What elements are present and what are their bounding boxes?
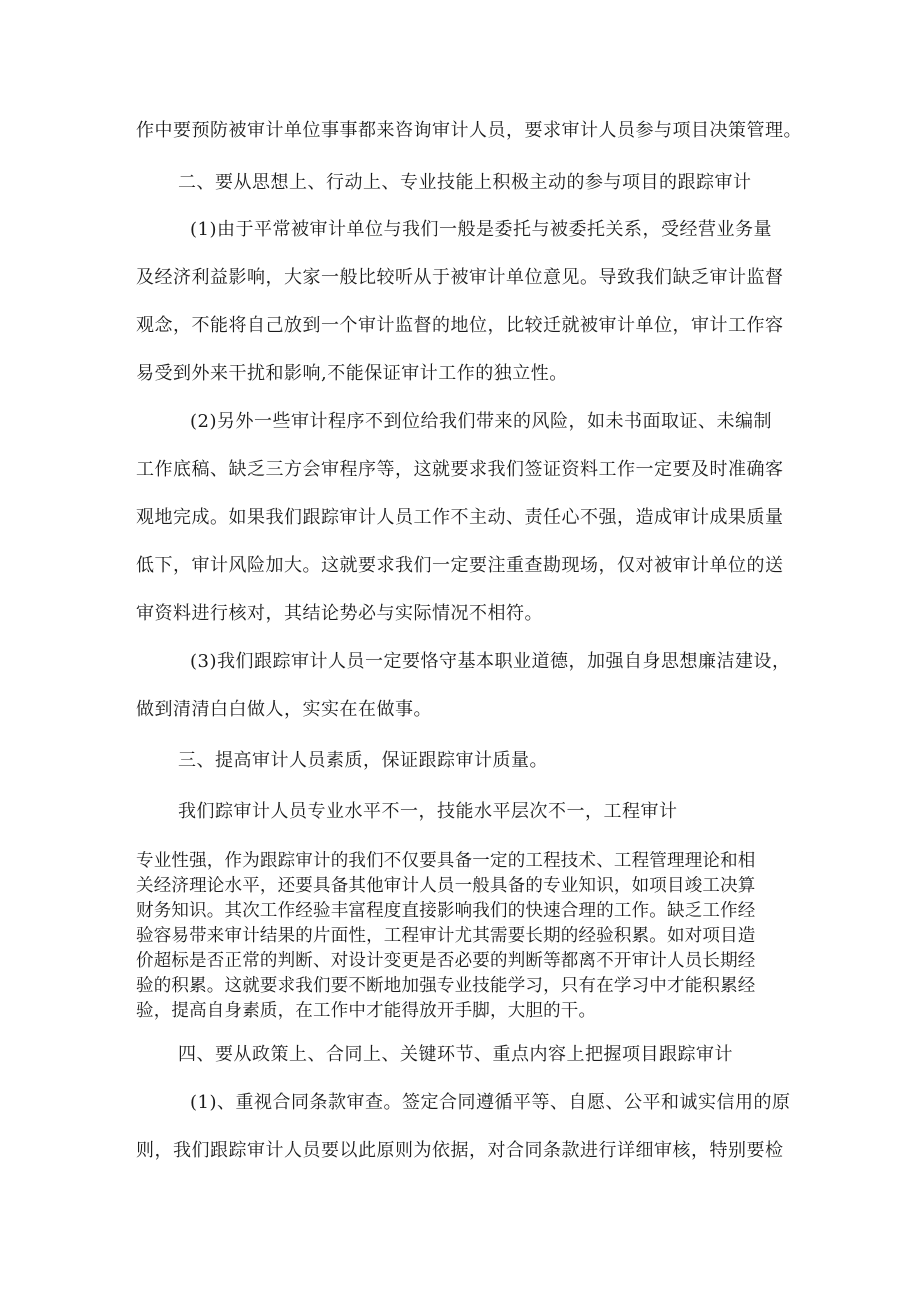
text-line: 作中要预防被审计单位事事都来咨询审计人员，要求审计人员参与项目决策管理。 <box>136 120 802 141</box>
text-line: 验的积累。这就要求我们要不断地加强专业技能学习，只有在学习中才能积累经 <box>136 976 756 996</box>
text-line: (3)我们跟踪审计人员一定要恪守基本职业道德，加强自身思想廉洁建设， <box>190 651 791 672</box>
text-line: 做到清清白白做人，实实在在做事。 <box>136 699 432 720</box>
text-line: 观念，不能将自己放到一个审计监督的地位，比较迁就被审计单位，审计工作容 <box>136 315 784 336</box>
text-line: 验，提高自身素质，在工作中才能得放开手脚，大胆的干。 <box>136 1001 597 1021</box>
section-heading-4: 四、要从政策上、合同上、关键环节、重点内容上把握项目跟踪审计 <box>178 1044 733 1065</box>
text-line: 验容易带来审计结果的片面性，工程审计尤其需要长期的经验积累。如对项目造 <box>136 926 756 946</box>
text-line: 专业性强，作为跟踪审计的我们不仅要具备一定的工程技术、工程管理理论和相 <box>136 851 756 871</box>
text-line: 则，我们跟踪审计人员要以此原则为依据，对合同条款进行详细审核，特别要检 <box>136 1140 784 1161</box>
text-line: (1)、重视合同条款审查。签定合同遵循平等、自愿、公平和诚实信用的原 <box>190 1092 791 1113</box>
text-line: (1)由于平常被审计单位与我们一般是委托与被委托关系，受经营业务量 <box>190 219 772 240</box>
section-heading-2: 二、要从思想上、行动上、专业技能上积极主动的参与项目的跟踪审计 <box>178 172 752 193</box>
text-line: 价超标是否正常的判断、对设计变更是否必要的判断等都离不开审计人员长期经 <box>136 951 756 971</box>
text-line: 我们踪审计人员专业水平不一，技能水平层次不一，工程审计 <box>178 801 678 822</box>
text-line: 审资料进行核对，其结论势必与实际情况不相符。 <box>136 603 543 624</box>
text-line: 及经济利益影响，大家一般比较听从于被审计单位意见。导致我们缺乏审计监督 <box>136 267 784 288</box>
text-line: 财务知识。其次工作经验丰富程度直接影响我们的快速合理的工作。缺乏工作经 <box>136 901 756 921</box>
text-line: 易受到外来干扰和影响,不能保证审计工作的独立性。 <box>136 363 568 384</box>
text-line: 工作底稿、缺乏三方会审程序等，这就要求我们签证资料工作一定要及时准确客 <box>136 459 784 480</box>
text-line: (2)另外一些审计程序不到位给我们带来的风险，如未书面取证、未编制 <box>190 411 772 432</box>
section-heading-3: 三、提高审计人员素质，保证跟踪审计质量。 <box>178 750 548 771</box>
text-line: 观地完成。如果我们跟踪审计人员工作不主动、责任心不强，造成审计成果质量 <box>136 507 784 528</box>
text-line: 低下，审计风险加大。这就要求我们一定要注重查勘现场，仅对被审计单位的送 <box>136 555 784 576</box>
text-line: 关经济理论水平，还要具备其他审计人员一般具备的专业知识，如项目竣工决算 <box>136 876 756 896</box>
